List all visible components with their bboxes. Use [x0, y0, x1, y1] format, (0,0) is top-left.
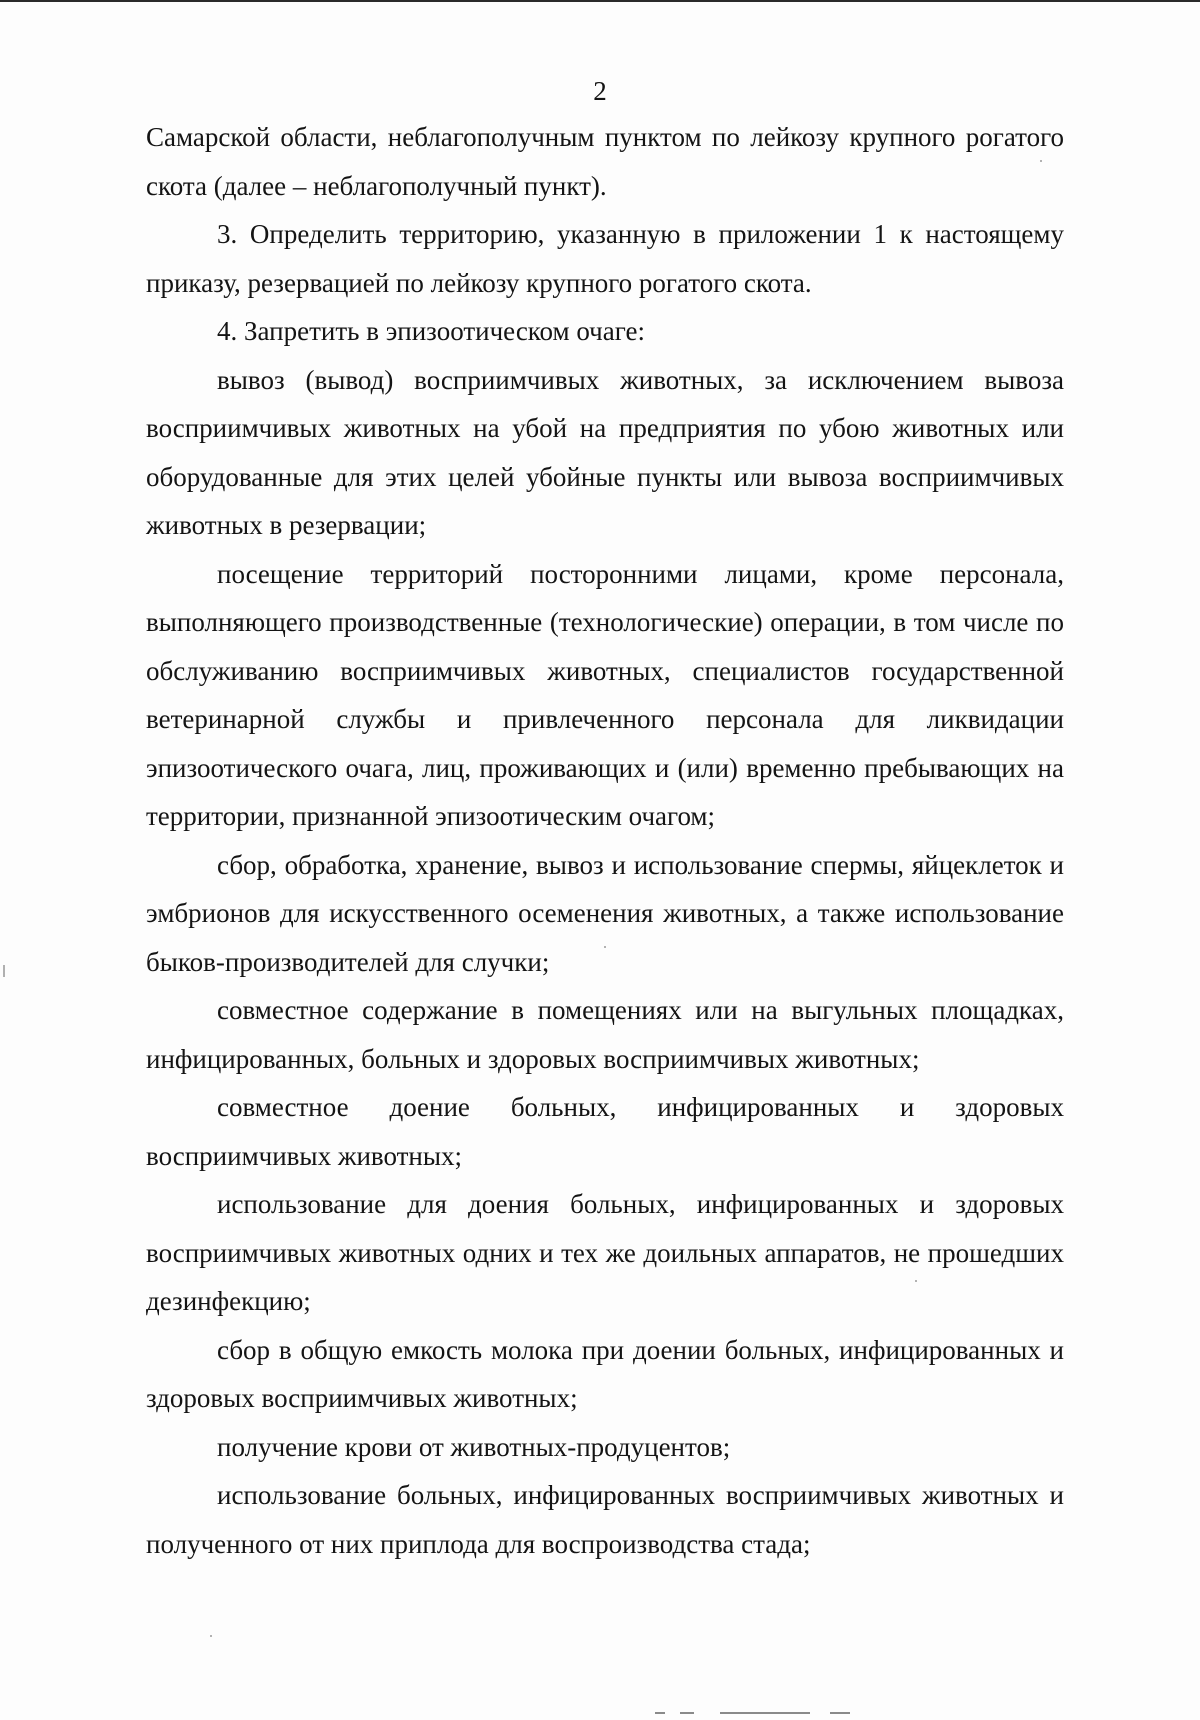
prohibition-item: сбор в общую емкость молока при доении больных, инфицированных и здоровых восприимчивых животных;	[146, 1334, 1064, 1413]
prohibition-item: совместное содержание в помещениях или на выгульных площадках, инфицированных, больных и здоровых восприимчивых животных;	[146, 995, 1064, 1074]
scan-bottom-dash	[830, 1712, 850, 1714]
scan-bottom-dash	[655, 1712, 665, 1714]
page-number: 2	[593, 76, 607, 106]
prohibition-item: вывоз (вывод) восприимчивых животных, за исключением вывоза восприимчивых животных на убой на предприятия по убою животных или оборудованные для этих целей убойные пункты или вывоза восприимчивых животных в резервации;	[146, 364, 1064, 540]
paragraph-item-4: 4. Запретить в эпизоотическом очаге:	[217, 316, 645, 346]
document-body	[146, 113, 1064, 1568]
prohibition-item: посещение территорий посторонними лицами, кроме персонала, выполняющего производственные (технологические) операции, в том числе по обслуживанию восприимчивых животных, специалистов государственной ветеринарной службы и привлеченного персонала для ликвидации эпизоотического очага, лиц, проживающих и (или) временно пребывающих на территории, признанной эпизоотическим очагом;	[146, 558, 1064, 831]
scan-speck	[210, 1635, 212, 1637]
scan-bottom-dash	[680, 1712, 694, 1714]
page-top-edge	[0, 0, 1200, 2]
scan-speck	[604, 946, 606, 948]
paragraph-item-3: 3. Определить территорию, указанную в приложении 1 к настоящему приказу, резервацией по лейкозу крупного рогатого скота.	[146, 219, 1064, 298]
scan-speck	[915, 1280, 917, 1282]
prohibition-item: получение крови от животных-продуцентов;	[217, 1431, 731, 1462]
prohibition-item: совместное доение больных, инфицированных и здоровых восприимчивых животных;	[146, 1092, 1064, 1171]
scan-margin-mark	[3, 965, 5, 977]
prohibition-item: использование больных, инфицированных восприимчивых животных и полученного от них приплода для воспроизводства стада;	[146, 1480, 1064, 1559]
prohibition-item: сбор, обработка, хранение, вывоз и использование спермы, яйцеклеток и эмбрионов для искусственного осеменения животных, а также использование быков-производителей для случки;	[146, 849, 1064, 977]
prohibition-item: использование для доения больных, инфицированных и здоровых восприимчивых животных одних и тех же доильных аппаратов, не прошедших дезинфекцию;	[146, 1189, 1064, 1316]
scan-speck	[1040, 160, 1042, 162]
scan-bottom-dash	[720, 1712, 810, 1714]
paragraph-continuation: Самарской области, неблагополучным пунктом по лейкозу крупного рогатого скота (далее – неблагополучный пункт).	[146, 122, 1064, 201]
